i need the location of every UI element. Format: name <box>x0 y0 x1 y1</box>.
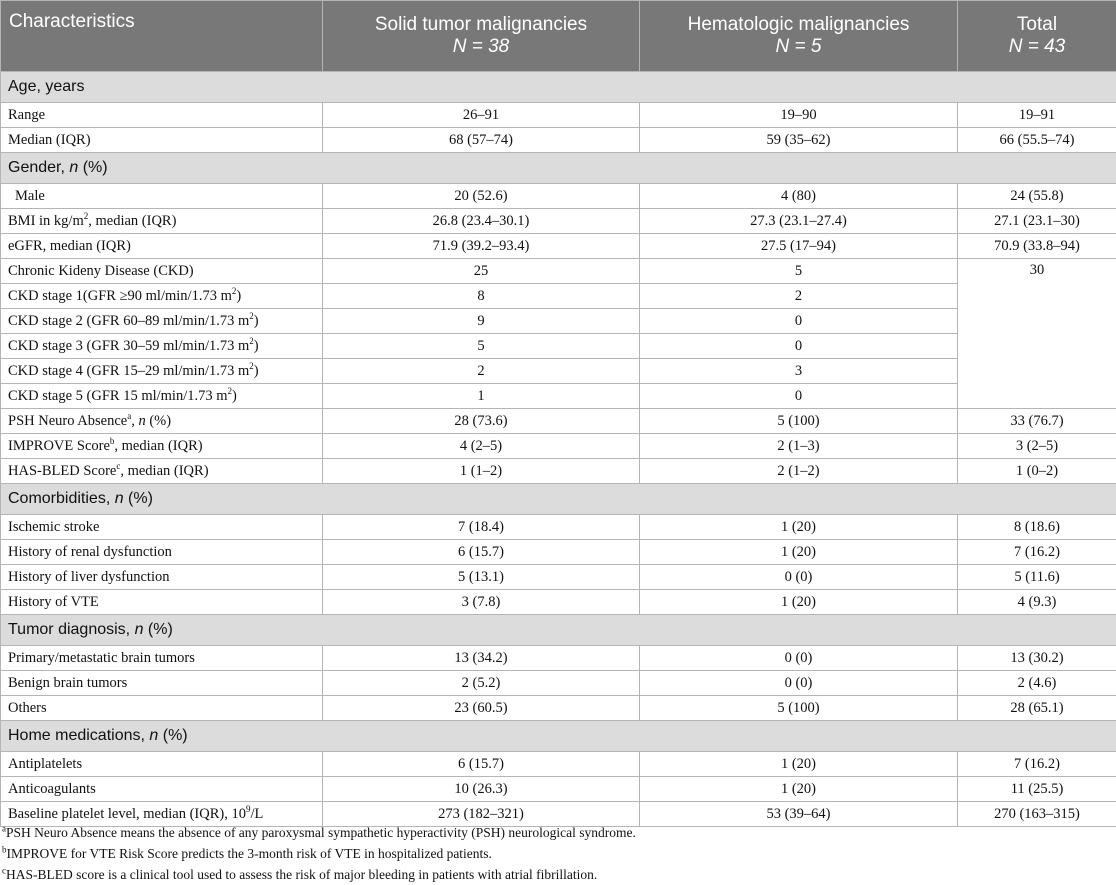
footnote-b <box>0 843 1116 864</box>
label-text: Baseline platelet level, median (IQR), 10 <box>8 805 246 822</box>
section-row-tumor <box>1 615 1116 646</box>
cell-solid: 23 (60.5) <box>323 696 640 721</box>
cell-heme: 0 <box>640 384 958 409</box>
cell-heme: 27.3 (23.1–27.4) <box>640 209 958 234</box>
cell-total: 1 (0–2) <box>958 459 1116 484</box>
label-text: /L <box>250 805 264 822</box>
table-row-stroke <box>1 515 1116 540</box>
cell-heme: 0 (0) <box>640 671 958 696</box>
table-row-ckd5 <box>1 384 1116 409</box>
cell-heme: 27.5 (17–94) <box>640 234 958 259</box>
row-label <box>1 334 323 359</box>
table-row-primary <box>1 646 1116 671</box>
label-text: , median (IQR) <box>88 212 177 229</box>
section-n: n <box>69 159 79 176</box>
label-text: ) <box>253 312 259 329</box>
cell-total: 270 (163–315) <box>958 802 1116 827</box>
footnote-text: PSH Neuro Absence means the absence of any paroxysmal sympathetic hyperactivity (PSH) neurological syndrome. <box>6 825 636 840</box>
cell-solid: 8 <box>323 284 640 309</box>
section-text: (%) <box>158 727 188 744</box>
header-total <box>958 1 1116 72</box>
table-row-ckd1 <box>1 284 1116 309</box>
table-row-antiplatelets <box>1 752 1116 777</box>
footnotes <box>0 822 1116 885</box>
cell-solid: 10 (26.3) <box>323 777 640 802</box>
cell-heme: 0 <box>640 309 958 334</box>
row-label <box>1 459 323 484</box>
section-n: n <box>114 490 124 507</box>
section-text: (%) <box>123 490 153 507</box>
table-row-liver <box>1 565 1116 590</box>
cell-solid: 273 (182–321) <box>323 802 640 827</box>
header-solid-n: N = 38 <box>452 36 510 57</box>
header-total-n: N = 43 <box>1008 36 1066 57</box>
table-row-bmi <box>1 209 1116 234</box>
cell-solid: 6 (15.7) <box>323 540 640 565</box>
cell-total: 4 (9.3) <box>958 590 1116 615</box>
row-label: Benign brain tumors <box>1 671 323 696</box>
section-n: n <box>149 727 159 744</box>
cell-solid: 25 <box>323 259 640 284</box>
cell-heme: 2 (1–3) <box>640 434 958 459</box>
footnote-mark: c <box>2 865 6 876</box>
table-row-median-age <box>1 128 1116 153</box>
label-text: , <box>131 412 139 429</box>
label-text: (%) <box>145 412 172 429</box>
cell-heme: 19–90 <box>640 103 958 128</box>
table-row-improve <box>1 434 1116 459</box>
label-text: IMPROVE Score <box>8 437 110 454</box>
section-label-gender <box>1 153 1116 184</box>
cell-heme: 1 (20) <box>640 777 958 802</box>
cell-solid: 5 (13.1) <box>323 565 640 590</box>
cell-total: 11 (25.5) <box>958 777 1116 802</box>
cell-heme: 53 (39–64) <box>640 802 958 827</box>
section-row-comorbidities <box>1 484 1116 515</box>
table-row-anticoagulants <box>1 777 1116 802</box>
section-text: Comorbidities, <box>8 490 115 507</box>
label-sup: 2 <box>227 385 233 396</box>
cell-heme: 1 (20) <box>640 515 958 540</box>
section-label-medications <box>1 721 1116 752</box>
table-header-row <box>1 1 1116 72</box>
cell-solid: 1 <box>323 384 640 409</box>
label-sup: 2 <box>249 335 254 346</box>
cell-solid: 9 <box>323 309 640 334</box>
cell-total: 13 (30.2) <box>958 646 1116 671</box>
section-n: n <box>134 621 144 638</box>
cell-total: 8 (18.6) <box>958 515 1116 540</box>
cell-total: 33 (76.7) <box>958 409 1116 434</box>
label-text: BMI in kg/m <box>8 212 84 229</box>
cell-total: 5 (11.6) <box>958 565 1116 590</box>
label-sup: 2 <box>249 360 254 371</box>
cell-solid: 3 (7.8) <box>323 590 640 615</box>
label-text: CKD stage 5 (GFR 15 ml/min/1.73 m <box>8 387 228 404</box>
footnote-mark: a <box>2 823 6 834</box>
cell-heme: 1 (20) <box>640 752 958 777</box>
row-label: History of liver dysfunction <box>1 565 323 590</box>
label-text: CKD stage 3 (GFR 30–59 ml/min/1.73 m <box>8 337 250 354</box>
footnote-text: HAS-BLED score is a clinical tool used to assess the risk of major bleeding in patients with atrial fibrillation. <box>6 867 598 882</box>
cell-solid: 26.8 (23.4–30.1) <box>323 209 640 234</box>
label-text: CKD stage 4 (GFR 15–29 ml/min/1.73 m <box>8 362 250 379</box>
footnote-text: IMPROVE for VTE Risk Score predicts the 3-month risk of VTE in hospitalized patients. <box>6 846 492 861</box>
row-label: History of renal dysfunction <box>1 540 323 565</box>
row-label <box>1 309 323 334</box>
row-label: Anticoagulants <box>1 777 323 802</box>
section-label-tumor <box>1 615 1116 646</box>
cell-solid: 6 (15.7) <box>323 752 640 777</box>
cell-solid: 1 (1–2) <box>323 459 640 484</box>
cell-solid: 2 (5.2) <box>323 671 640 696</box>
table-row-egfr <box>1 234 1116 259</box>
section-row-gender <box>1 153 1116 184</box>
cell-heme: 0 (0) <box>640 565 958 590</box>
footnote-c <box>0 864 1116 885</box>
table-row-ckd4 <box>1 359 1116 384</box>
row-label <box>1 359 323 384</box>
cell-heme: 1 (20) <box>640 590 958 615</box>
cell-solid: 71.9 (39.2–93.4) <box>323 234 640 259</box>
label-text: CKD stage 1(GFR ≥90 ml/min/1.73 m <box>8 287 232 304</box>
cell-solid: 7 (18.4) <box>323 515 640 540</box>
section-label-comorbidities <box>1 484 1116 515</box>
cell-total: 19–91 <box>958 103 1116 128</box>
label-sup: 2 <box>231 285 237 296</box>
table-row-ckd <box>1 259 1116 284</box>
cell-total: 7 (16.2) <box>958 752 1116 777</box>
cell-total: 3 (2–5) <box>958 434 1116 459</box>
cell-heme: 2 <box>640 284 958 309</box>
section-text: Home medications, <box>8 727 150 744</box>
cell-heme: 2 (1–2) <box>640 459 958 484</box>
label-text: , median (IQR) <box>114 437 203 454</box>
header-hematologic <box>640 1 958 72</box>
header-solid-title: Solid tumor malignancies <box>374 14 588 35</box>
cell-total: 2 (4.6) <box>958 671 1116 696</box>
table-row-ckd3 <box>1 334 1116 359</box>
table-row-renal <box>1 540 1116 565</box>
cell-solid: 5 <box>323 334 640 359</box>
cell-total: 24 (55.8) <box>958 184 1116 209</box>
row-label <box>1 434 323 459</box>
section-text: Tumor diagnosis, <box>8 621 135 638</box>
header-total-title: Total <box>1016 14 1058 35</box>
cell-heme: 5 (100) <box>640 696 958 721</box>
label-text: ) <box>232 387 237 404</box>
table-row-benign <box>1 671 1116 696</box>
table-row-male <box>1 184 1116 209</box>
section-row-medications <box>1 721 1116 752</box>
row-label: Primary/metastatic brain tumors <box>1 646 323 671</box>
row-label: Range <box>1 103 323 128</box>
row-label <box>1 409 323 434</box>
cell-total: 7 (16.2) <box>958 540 1116 565</box>
row-label: Ischemic stroke <box>1 515 323 540</box>
label-sup: 9 <box>245 803 251 814</box>
header-characteristics: Characteristics <box>1 1 323 72</box>
header-heme-title: Hematologic malignancies <box>687 14 910 35</box>
row-label: Antiplatelets <box>1 752 323 777</box>
row-label: Chronic Kideny Disease (CKD) <box>1 259 323 284</box>
label-n: n <box>138 412 146 429</box>
header-heme-n: N = 5 <box>775 36 822 57</box>
cell-heme: 0 (0) <box>640 646 958 671</box>
cell-total: 30 <box>958 259 1116 409</box>
footnote-a <box>0 822 1116 843</box>
cell-heme: 1 (20) <box>640 540 958 565</box>
table-row-range <box>1 103 1116 128</box>
row-label: Others <box>1 696 323 721</box>
footnote-mark: b <box>2 844 7 855</box>
cell-solid: 13 (34.2) <box>323 646 640 671</box>
row-label: Male <box>1 184 323 209</box>
section-text: Gender, <box>8 159 70 176</box>
cell-solid: 28 (73.6) <box>323 409 640 434</box>
header-solid-tumor <box>323 1 640 72</box>
label-text: HAS-BLED Score <box>8 462 117 479</box>
cell-total: 70.9 (33.8–94) <box>958 234 1116 259</box>
label-sup: b <box>109 435 115 446</box>
cell-total: 27.1 (23.1–30) <box>958 209 1116 234</box>
table-row-hasbled <box>1 459 1116 484</box>
label-text: CKD stage 2 (GFR 60–89 ml/min/1.73 m <box>8 312 250 329</box>
section-label-age: Age, years <box>1 72 1116 103</box>
table-row-psh <box>1 409 1116 434</box>
cell-solid: 26–91 <box>323 103 640 128</box>
label-text: , median (IQR) <box>120 462 209 479</box>
row-label <box>1 384 323 409</box>
label-text: ) <box>253 337 259 354</box>
section-row-age <box>1 72 1116 103</box>
row-label: Median (IQR) <box>1 128 323 153</box>
cell-solid: 4 (2–5) <box>323 434 640 459</box>
cell-solid: 68 (57–74) <box>323 128 640 153</box>
label-text: ) <box>236 287 242 304</box>
label-sup: a <box>127 410 132 421</box>
label-text: PSH Neuro Absence <box>8 412 128 429</box>
row-label <box>1 284 323 309</box>
table-row-vte <box>1 590 1116 615</box>
cell-heme: 3 <box>640 359 958 384</box>
row-label: eGFR, median (IQR) <box>1 234 323 259</box>
cell-heme: 5 (100) <box>640 409 958 434</box>
section-text: (%) <box>78 159 108 176</box>
cell-heme: 59 (35–62) <box>640 128 958 153</box>
cell-total: 66 (55.5–74) <box>958 128 1116 153</box>
label-text: ) <box>253 362 259 379</box>
row-label: History of VTE <box>1 590 323 615</box>
cell-solid: 20 (52.6) <box>323 184 640 209</box>
cell-heme: 0 <box>640 334 958 359</box>
cell-solid: 2 <box>323 359 640 384</box>
cell-heme: 4 (80) <box>640 184 958 209</box>
cell-total: 28 (65.1) <box>958 696 1116 721</box>
label-sup: c <box>116 460 121 471</box>
label-sup: 2 <box>83 210 89 221</box>
section-text: (%) <box>143 621 173 638</box>
cell-heme: 5 <box>640 259 958 284</box>
row-label <box>1 209 323 234</box>
table-row-others <box>1 696 1116 721</box>
label-sup: 2 <box>249 310 254 321</box>
table-row-ckd2 <box>1 309 1116 334</box>
